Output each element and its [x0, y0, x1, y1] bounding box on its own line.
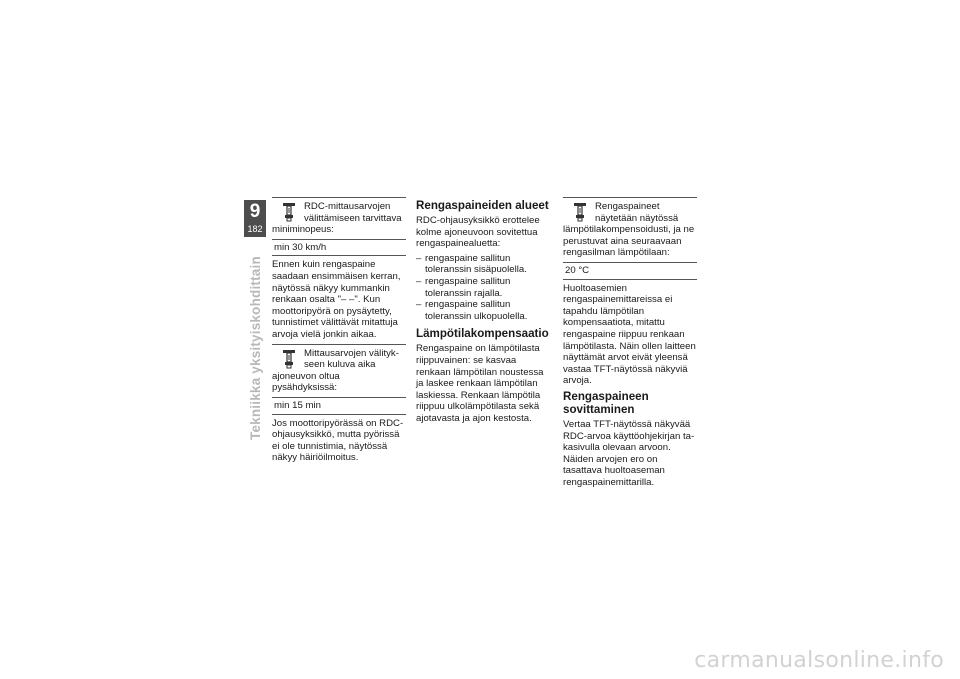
paragraph: Ennen kuin rengaspaine saadaan ensimmäisen kerran, näytössä näkyy kummankin renkaan osalta "– –". Kun moottoripyörä on pysäytetty, tunnistimet välittävät mitattuja arvoja vielä jonkin aikaa.	[272, 259, 401, 340]
paragraph: Huoltoasemien rengaspainemittareissa ei tapahdu lämpötilan kompensaatiota, mitattu rengaspaine riippuu renkaan lämpötilasta. Näin ollen laitteen näyttämät arvot eivät yleensä vastaa TFT-näytössä näkyviä arvoja.	[563, 282, 696, 387]
tire-pressure-sensor-icon	[571, 202, 589, 222]
section-heading: Lämpötilakompensaatio	[416, 327, 549, 341]
note-value: min 30 km/h	[272, 239, 406, 256]
note-transmit-time	[272, 344, 406, 415]
paragraph: RDC-ohjausyksikkö erottelee kolme ajoneuvoon sovitettua rengaspainealuetta:	[416, 215, 540, 250]
chapter-side-title: Tekniikka yksityiskohdittain	[248, 256, 263, 440]
note-head	[563, 198, 697, 262]
note-value: 20 °C	[563, 262, 697, 279]
paragraph: Vertaa TFT-näytössä näkyvää RDC-arvoa käyttöohjekirjan takasivulla olevaan arvoon. Näiden arvojen ero on tasattava huoltoaseman rengaspainemittarilla.	[563, 418, 695, 488]
note-head	[272, 198, 406, 239]
note-min-speed	[272, 197, 406, 256]
tire-pressure-sensor-icon	[280, 202, 298, 222]
watermark: carmanualsonline.info	[694, 648, 944, 673]
page-number: 182	[247, 224, 263, 234]
paragraph: Rengaspaine on lämpötilasta riippuvainen: se kasvaa renkaan lämpötilan noustessa ja laskee renkaan lämpötilan laskiessa. Renkaan lämpötila riippuu ulkolämpötilasta sekä ajotavasta ja ajon kestosta.	[416, 343, 544, 424]
tire-pressure-sensor-icon	[280, 349, 298, 369]
list-item: – rengaspaine sallitun toleranssin sisäpuolella.	[416, 253, 550, 276]
note-text: RDC-mittausarvojen välittämiseen tarvittava miniminopeus:	[272, 201, 402, 236]
note-reference-temp	[563, 197, 697, 280]
note-value: min 15 min	[272, 397, 406, 414]
note-head	[272, 345, 406, 397]
pressure-range-list	[416, 253, 550, 323]
paragraph: Jos moottoripyörässä on RDC-ohjausyksikkö, mutta pyörissä ei ole tunnistimia, näytössä näkyy häiriöilmoitus.	[272, 417, 404, 464]
chapter-tab	[244, 200, 266, 237]
list-item: – rengaspaine sallitun toleranssin ulkopuolella.	[416, 299, 550, 322]
chapter-number: 9	[249, 201, 261, 222]
column-3	[563, 197, 697, 491]
column-1	[272, 197, 406, 467]
section-heading: Rengaspaineen sovittaminen	[563, 389, 649, 416]
note-text: Mittausarvojen välitykseen kuluva aika ajoneuvon oltua pysähdyksissä:	[272, 347, 399, 394]
column-2	[416, 197, 550, 428]
note-text: Rengaspaineet näytetään näytössä lämpötilakompensoidusti, ja ne perustuvat aina seuraavaan rengasilman lämpötilaan:	[563, 201, 695, 259]
section-heading: Rengaspaineiden alueet	[416, 199, 549, 212]
list-item: – rengaspaine sallitun toleranssin rajalla.	[416, 276, 550, 299]
